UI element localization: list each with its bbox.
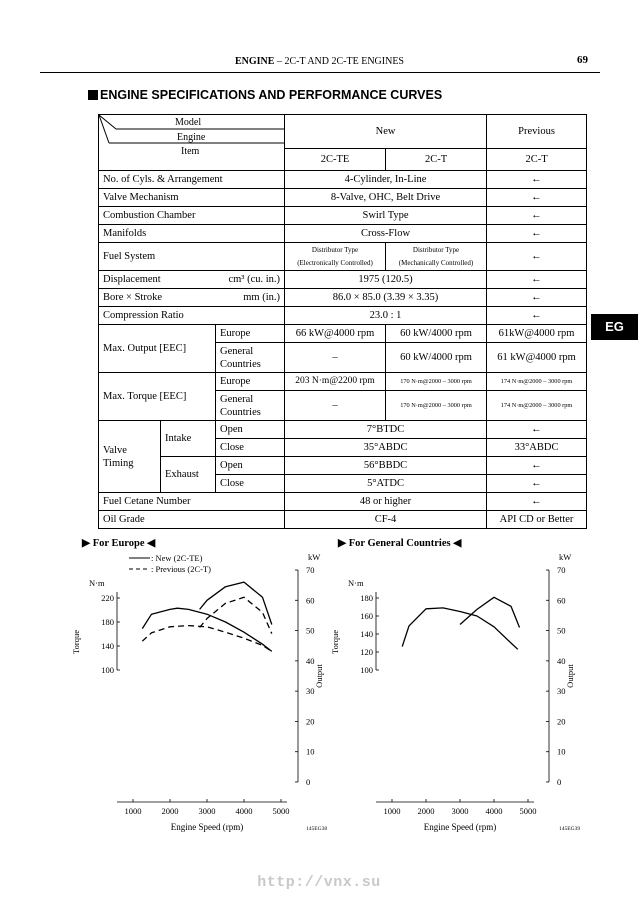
cell-new: 56°BBDC [285, 457, 487, 475]
x-tick-label: 2000 [417, 806, 435, 816]
table-row [99, 325, 587, 343]
output-tick-label: 20 [306, 716, 315, 727]
torque-tick-label: 120 [360, 647, 373, 657]
table-row [99, 207, 587, 225]
legend-entry: : Previous (2C-T) [151, 564, 211, 574]
output-axis-label: Output [314, 664, 324, 688]
row-label: Bore × Stroke [103, 292, 162, 303]
row-label: Displacement [103, 274, 161, 285]
output-tick-label: 30 [306, 686, 315, 697]
page-number: 69 [577, 54, 588, 66]
fuel-2ct-line2: (Mechanically Controlled) [398, 258, 474, 267]
torque-tick-label: 100 [101, 665, 114, 675]
table-row [99, 493, 587, 511]
output-tick-label: 50 [557, 625, 566, 636]
hdr-model: Model [175, 117, 202, 128]
header-rule [40, 72, 600, 73]
side-tab-eg[interactable]: EG [591, 314, 638, 340]
row-label: Valve Mechanism [99, 189, 285, 207]
col-prev-2ct: 2C-T [487, 149, 587, 171]
row-label: Max. Torque [EEC] [99, 373, 216, 421]
table-row [99, 307, 587, 325]
x-tick-label: 2000 [161, 806, 179, 816]
cell-2ct: 170 N·m@2000 – 3000 rpm [386, 391, 487, 421]
hdr-new: New [285, 115, 487, 149]
x-tick-label: 4000 [235, 806, 253, 816]
x-tick-label: 5000 [272, 806, 290, 816]
torque-axis-label: Torque [71, 630, 81, 654]
open-label: Open [216, 421, 285, 439]
cell-fuel-2ct [386, 243, 487, 271]
exhaust-label: Exhaust [161, 457, 216, 493]
torque-tick-label: 180 [101, 617, 114, 627]
cell-fuel-2cte [285, 243, 386, 271]
open-label: Open [216, 457, 285, 475]
cell-2ct: 170 N·m@2000 – 3000 rpm [386, 373, 487, 391]
row-label: Fuel System [99, 243, 285, 271]
cell-prev: ← [487, 457, 587, 475]
intake-label: Intake [161, 421, 216, 457]
sub-label: General Countries [216, 391, 285, 421]
fuel-2ct-line1: Distributor Type [412, 245, 460, 254]
cell-prev: 174 N·m@2000 – 3000 rpm [487, 391, 587, 421]
row-label: Combustion Chamber [99, 207, 285, 225]
fuel-2cte-line1: Distributor Type [311, 245, 359, 254]
footer-url[interactable]: http://vnx.su [257, 874, 381, 891]
hdr-item: Item [181, 146, 200, 157]
cell-new: 35°ABDC [285, 439, 487, 457]
output-tick-label: 0 [306, 777, 311, 787]
x-tick-label: 1000 [383, 806, 401, 816]
x-tick-label: 5000 [519, 806, 537, 816]
row-label: Max. Output [EEC] [99, 325, 216, 373]
row-label-displacement [99, 271, 285, 289]
cell-new: 86.0 × 85.0 (3.39 × 3.35) [285, 289, 487, 307]
output-tick-label: 60 [306, 595, 315, 606]
cell-new: Swirl Type [285, 207, 487, 225]
running-title-bold: ENGINE [235, 56, 275, 67]
hdr-engine: Engine [177, 132, 206, 143]
output-tick-label: 30 [557, 686, 566, 697]
fuel-2cte-line2: (Electronically Controlled) [297, 258, 373, 267]
cell-prev: ← [487, 225, 587, 243]
row-unit: mm (in.) [243, 292, 281, 303]
section-bullet [88, 90, 98, 100]
spec-table [98, 114, 587, 529]
cell-new: 8-Valve, OHC, Belt Drive [285, 189, 487, 207]
cell-prev: ← [487, 475, 587, 493]
cell-new: 4-Cylinder, In-Line [285, 171, 487, 189]
row-label-valve-timing [99, 421, 161, 493]
sub-label: Europe [216, 325, 285, 343]
cell-prev: 33°ABDC [487, 439, 587, 457]
figure-code: 145EG38 [306, 826, 328, 832]
close-label: Close [216, 439, 285, 457]
output-tick-label: 70 [557, 565, 566, 575]
cell-prev: ← [487, 189, 587, 207]
cell-prev: ← [487, 271, 587, 289]
torque-tick-label: 180 [360, 593, 373, 603]
cell-prev: 174 N·m@2000 – 3000 rpm [487, 373, 587, 391]
x-axis-label: Engine Speed (rpm) [423, 822, 497, 832]
output-tick-label: 10 [306, 746, 315, 757]
table-row [99, 171, 587, 189]
output-tick-label: 20 [557, 716, 566, 727]
col-2cte: 2C-TE [285, 149, 386, 171]
torque-axis-label: Torque [330, 630, 340, 654]
torque-unit: N·m [89, 578, 105, 588]
torque-curve-solid [402, 608, 518, 649]
output-unit: kW [559, 552, 572, 562]
torque-tick-label: 140 [101, 641, 114, 651]
section-title [88, 88, 442, 102]
cell-2ct: 60 kW/4000 rpm [386, 343, 487, 373]
running-title-rest: – 2C-T AND 2C-TE ENGINES [274, 56, 404, 67]
cell-2cte: – [285, 343, 386, 373]
table-row [99, 457, 587, 475]
table-row [99, 289, 587, 307]
cell-prev: ← [487, 493, 587, 511]
output-tick-label: 40 [557, 655, 566, 666]
cell-new: 48 or higher [285, 493, 487, 511]
table-row [99, 511, 587, 529]
row-label-bore [99, 289, 285, 307]
output-curve-solid [460, 597, 520, 627]
close-label: Close [216, 475, 285, 493]
table-corner-header [99, 115, 285, 171]
cell-2ct: 60 kW/4000 rpm [386, 325, 487, 343]
cell-2cte: 203 N·m@2200 rpm [285, 373, 386, 391]
cell-prev: 61 kW@4000 rpm [487, 343, 587, 373]
cell-2cte: – [285, 391, 386, 421]
row-label: Manifolds [99, 225, 285, 243]
running-title [235, 56, 404, 67]
cell-new: 1975 (120.5) [285, 271, 487, 289]
legend-entry: : New (2C-TE) [151, 553, 203, 563]
hdr-previous: Previous [487, 115, 587, 149]
output-axis-label: Output [565, 664, 575, 688]
table-row [99, 421, 587, 439]
page-header [40, 52, 600, 74]
cell-2cte: 66 kW@4000 rpm [285, 325, 386, 343]
x-axis-label: Engine Speed (rpm) [170, 822, 244, 832]
output-tick-label: 70 [306, 565, 315, 575]
table-row [99, 189, 587, 207]
performance-curves [0, 530, 638, 860]
x-tick-label: 1000 [124, 806, 142, 816]
output-unit: kW [308, 552, 321, 562]
torque-tick-label: 140 [360, 629, 373, 639]
cell-prev: ← [487, 243, 587, 271]
output-tick-label: 0 [557, 777, 562, 787]
x-tick-label: 4000 [485, 806, 503, 816]
output-tick-label: 50 [306, 625, 315, 636]
x-tick-label: 3000 [451, 806, 469, 816]
torque-unit: N·m [348, 578, 364, 588]
timing-label: Timing [103, 457, 134, 469]
table-row [99, 373, 587, 391]
table-row [99, 271, 587, 289]
row-label: No. of Cyls. & Arrangement [99, 171, 285, 189]
sub-label: Europe [216, 373, 285, 391]
chart-title: ▶ For General Countries ◀ [338, 538, 462, 549]
cell-new: 5°ATDC [285, 475, 487, 493]
table-row [99, 225, 587, 243]
row-unit: cm³ (cu. in.) [228, 274, 281, 285]
output-tick-label: 40 [306, 655, 315, 666]
section-title-text: ENGINE SPECIFICATIONS AND PERFORMANCE CURVES [100, 88, 443, 102]
output-curve-solid [200, 582, 272, 624]
col-2ct: 2C-T [386, 149, 487, 171]
row-label: Fuel Cetane Number [99, 493, 285, 511]
row-label: Compression Ratio [99, 307, 285, 325]
table-row [99, 243, 587, 271]
cell-prev: ← [487, 207, 587, 225]
cell-prev: 61kW@4000 rpm [487, 325, 587, 343]
valve-label: Valve [103, 444, 127, 456]
cell-prev: ← [487, 289, 587, 307]
sub-label: General Countries [216, 343, 285, 373]
chart-title: ▶ For Europe ◀ [82, 538, 156, 549]
cell-new: CF-4 [285, 511, 487, 529]
output-tick-label: 60 [557, 595, 566, 606]
torque-tick-label: 160 [360, 611, 373, 621]
output-tick-label: 10 [557, 746, 566, 757]
cell-new: 7°BTDC [285, 421, 487, 439]
cell-prev: ← [487, 307, 587, 325]
x-tick-label: 3000 [198, 806, 216, 816]
figure-code: 145EG39 [559, 826, 581, 832]
cell-prev: ← [487, 171, 587, 189]
row-label: Oil Grade [99, 511, 285, 529]
torque-tick-label: 220 [101, 593, 114, 603]
cell-new: 23.0 : 1 [285, 307, 487, 325]
cell-prev: ← [487, 421, 587, 439]
cell-new: Cross-Flow [285, 225, 487, 243]
torque-tick-label: 100 [360, 665, 373, 675]
cell-prev: API CD or Better [487, 511, 587, 529]
torque-curve-dashed [142, 626, 271, 652]
